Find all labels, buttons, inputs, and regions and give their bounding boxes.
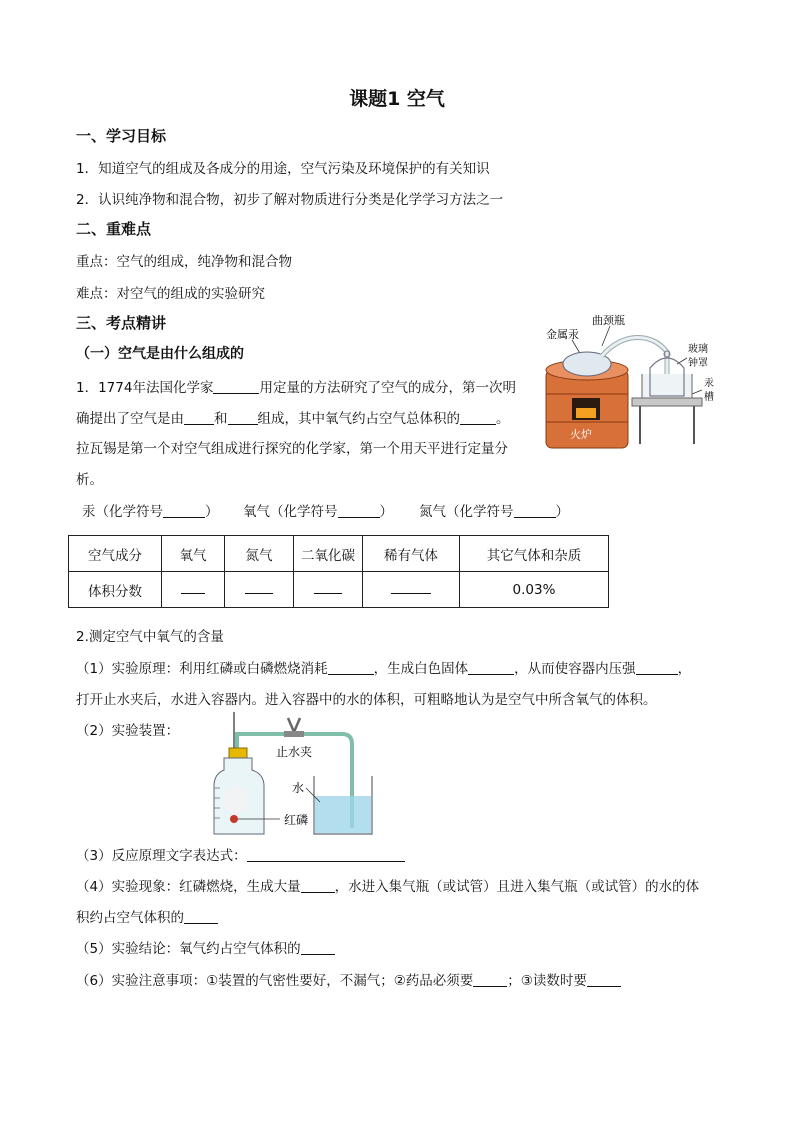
difficult-point: 难点：对空气的组成的实验研究 <box>76 286 265 302</box>
table-header-row <box>69 536 609 572</box>
text-segment: （4）实验现象：红磷燃烧，生成大量 <box>76 879 301 895</box>
answer-blank[interactable] <box>514 503 556 518</box>
answer-blank[interactable] <box>468 660 514 675</box>
text-segment: 汞（化学符号 <box>82 504 163 520</box>
label-furnace: 火炉 <box>570 428 592 441</box>
answer-blank[interactable] <box>184 909 218 924</box>
label-red-phosphorus: 红磷 <box>284 813 309 827</box>
table-header-cell: 空气成分 <box>69 536 162 572</box>
table-header-cell: 氮气 <box>225 536 294 572</box>
red-phosphorus-icon <box>230 815 238 823</box>
goal-item-2: 2．认识纯净物和混合物，初步了解对物质进行分类是化学学习方法之一 <box>76 192 504 208</box>
text-segment: 用定量的方法研究了空气的成分，第一次明 <box>259 380 516 396</box>
oxygen-apparatus-figure <box>212 712 380 838</box>
answer-blank[interactable] <box>245 583 273 594</box>
label-bell-jar-2: 钟罩 <box>688 358 708 369</box>
clamp-icon <box>288 718 300 732</box>
text-segment: ，生成白色固体 <box>373 661 469 677</box>
air-composition-table <box>68 535 609 608</box>
answer-blank[interactable] <box>391 583 431 594</box>
table-cell: 0.03% <box>460 572 609 608</box>
text-segment: 氮气（化学符号 <box>419 504 514 520</box>
table-header-cell: 氧气 <box>162 536 225 572</box>
table-cell[interactable] <box>225 572 294 608</box>
goal-item-1: 1．知道空气的组成及各成分的用途，空气污染及环境保护的有关知识 <box>76 161 490 177</box>
symbol-mercury <box>82 500 219 520</box>
symbol-oxygen <box>243 500 393 520</box>
answer-blank[interactable] <box>314 583 342 594</box>
table-header-cell: 其它气体和杂质 <box>460 536 609 572</box>
text-segment: （5）实验结论：氧气约占空气体积的 <box>76 941 301 957</box>
paragraph-lavoisier-line4: 析。 <box>76 472 103 488</box>
text-segment: ， <box>677 661 692 677</box>
answer-blank[interactable] <box>301 878 335 893</box>
page-title: 课题1 空气 <box>349 88 445 110</box>
answer-blank[interactable] <box>213 379 259 394</box>
table-header-cell: 二氧化碳 <box>294 536 363 572</box>
reaction-expression <box>76 844 405 864</box>
paragraph-lavoisier-line2 <box>76 407 510 427</box>
paragraph-lavoisier-line1 <box>76 376 516 396</box>
text-segment: 氧气（化学符号 <box>243 504 338 520</box>
answer-blank[interactable] <box>184 410 214 425</box>
label-trough-2: 槽 <box>704 392 714 403</box>
stand-top <box>632 398 702 406</box>
answer-blank[interactable] <box>587 972 621 987</box>
label-water: 水 <box>292 781 305 795</box>
table-cell[interactable] <box>162 572 225 608</box>
table-row <box>69 572 609 608</box>
answer-blank[interactable] <box>163 503 205 518</box>
answer-blank[interactable] <box>247 847 405 862</box>
label-retort: 曲颈瓶 <box>592 314 625 327</box>
phenomenon-line2 <box>76 906 218 926</box>
phenomenon-line1 <box>76 875 699 895</box>
section-heading-key-points: 二、重难点 <box>76 220 152 238</box>
symbol-nitrogen <box>419 500 569 520</box>
label-clamp: 止水夹 <box>276 745 313 759</box>
lavoisier-apparatus-figure <box>532 312 732 450</box>
label-metal-mercury: 金属汞 <box>546 328 579 341</box>
text-segment: （1）实验原理：利用红磷或白磷燃烧消耗 <box>76 661 328 677</box>
table-header-cell: 稀有气体 <box>363 536 460 572</box>
text-segment: 组成，其中氧气约占空气总体积的 <box>257 411 460 427</box>
text-segment: ） <box>205 504 219 520</box>
answer-blank[interactable] <box>473 972 507 987</box>
text-segment: ；③读数时要 <box>507 973 587 989</box>
apparatus-label: （2）实验装置： <box>76 723 180 739</box>
label-trough-1: 汞 <box>704 378 714 389</box>
text-segment: 。 <box>496 411 510 427</box>
answer-blank[interactable] <box>636 660 678 675</box>
table-cell[interactable] <box>294 572 363 608</box>
principle-line2: 打开止水夹后，水进入容器内。进入容器中的水的体积，可粗略地认为是空气中所含氧气的体积。 <box>76 692 657 708</box>
answer-blank[interactable] <box>338 503 380 518</box>
subheading-air-composition: （一）空气是由什么组成的 <box>76 346 244 362</box>
oxygen-measurement-heading: 2.测定空气中氧气的含量 <box>76 629 224 645</box>
text-segment: ） <box>555 504 569 520</box>
notes-line <box>76 969 621 989</box>
principle-line1 <box>76 657 691 677</box>
section-heading-goals: 一、学习目标 <box>76 127 167 145</box>
key-point: 重点：空气的组成，纯净物和混合物 <box>76 254 292 270</box>
answer-blank[interactable] <box>228 410 258 425</box>
text-segment: 确提出了空气是由 <box>76 411 184 427</box>
text-segment: ） <box>379 504 393 520</box>
text-segment: ，从而使容器内压强 <box>514 661 636 677</box>
answer-blank[interactable] <box>328 660 374 675</box>
conclusion-line <box>76 937 335 957</box>
text-segment: 和 <box>214 411 228 427</box>
text-segment: （6）实验注意事项：①装置的气密性要好，不漏气；②药品必须要 <box>76 973 474 989</box>
text-segment: 1．1774年法国化学家 <box>76 380 214 396</box>
paragraph-lavoisier-line3: 拉瓦锡是第一个对空气组成进行探究的化学家，第一个用天平进行定量分 <box>76 441 508 457</box>
text-segment: ，水进入集气瓶（或试管）且进入集气瓶（或试管）的水的体 <box>334 879 700 895</box>
text-segment: 积约占空气体积的 <box>76 910 184 926</box>
label-bell-jar-1: 玻璃 <box>688 344 708 355</box>
answer-blank[interactable] <box>301 940 335 955</box>
table-row-label: 体积分数 <box>69 572 162 608</box>
answer-blank[interactable] <box>460 410 496 425</box>
answer-blank[interactable] <box>181 583 205 594</box>
section-heading-exam-points: 三、考点精讲 <box>76 314 167 332</box>
text-segment: （3）反应原理文字表达式： <box>76 848 247 864</box>
table-cell[interactable] <box>363 572 460 608</box>
